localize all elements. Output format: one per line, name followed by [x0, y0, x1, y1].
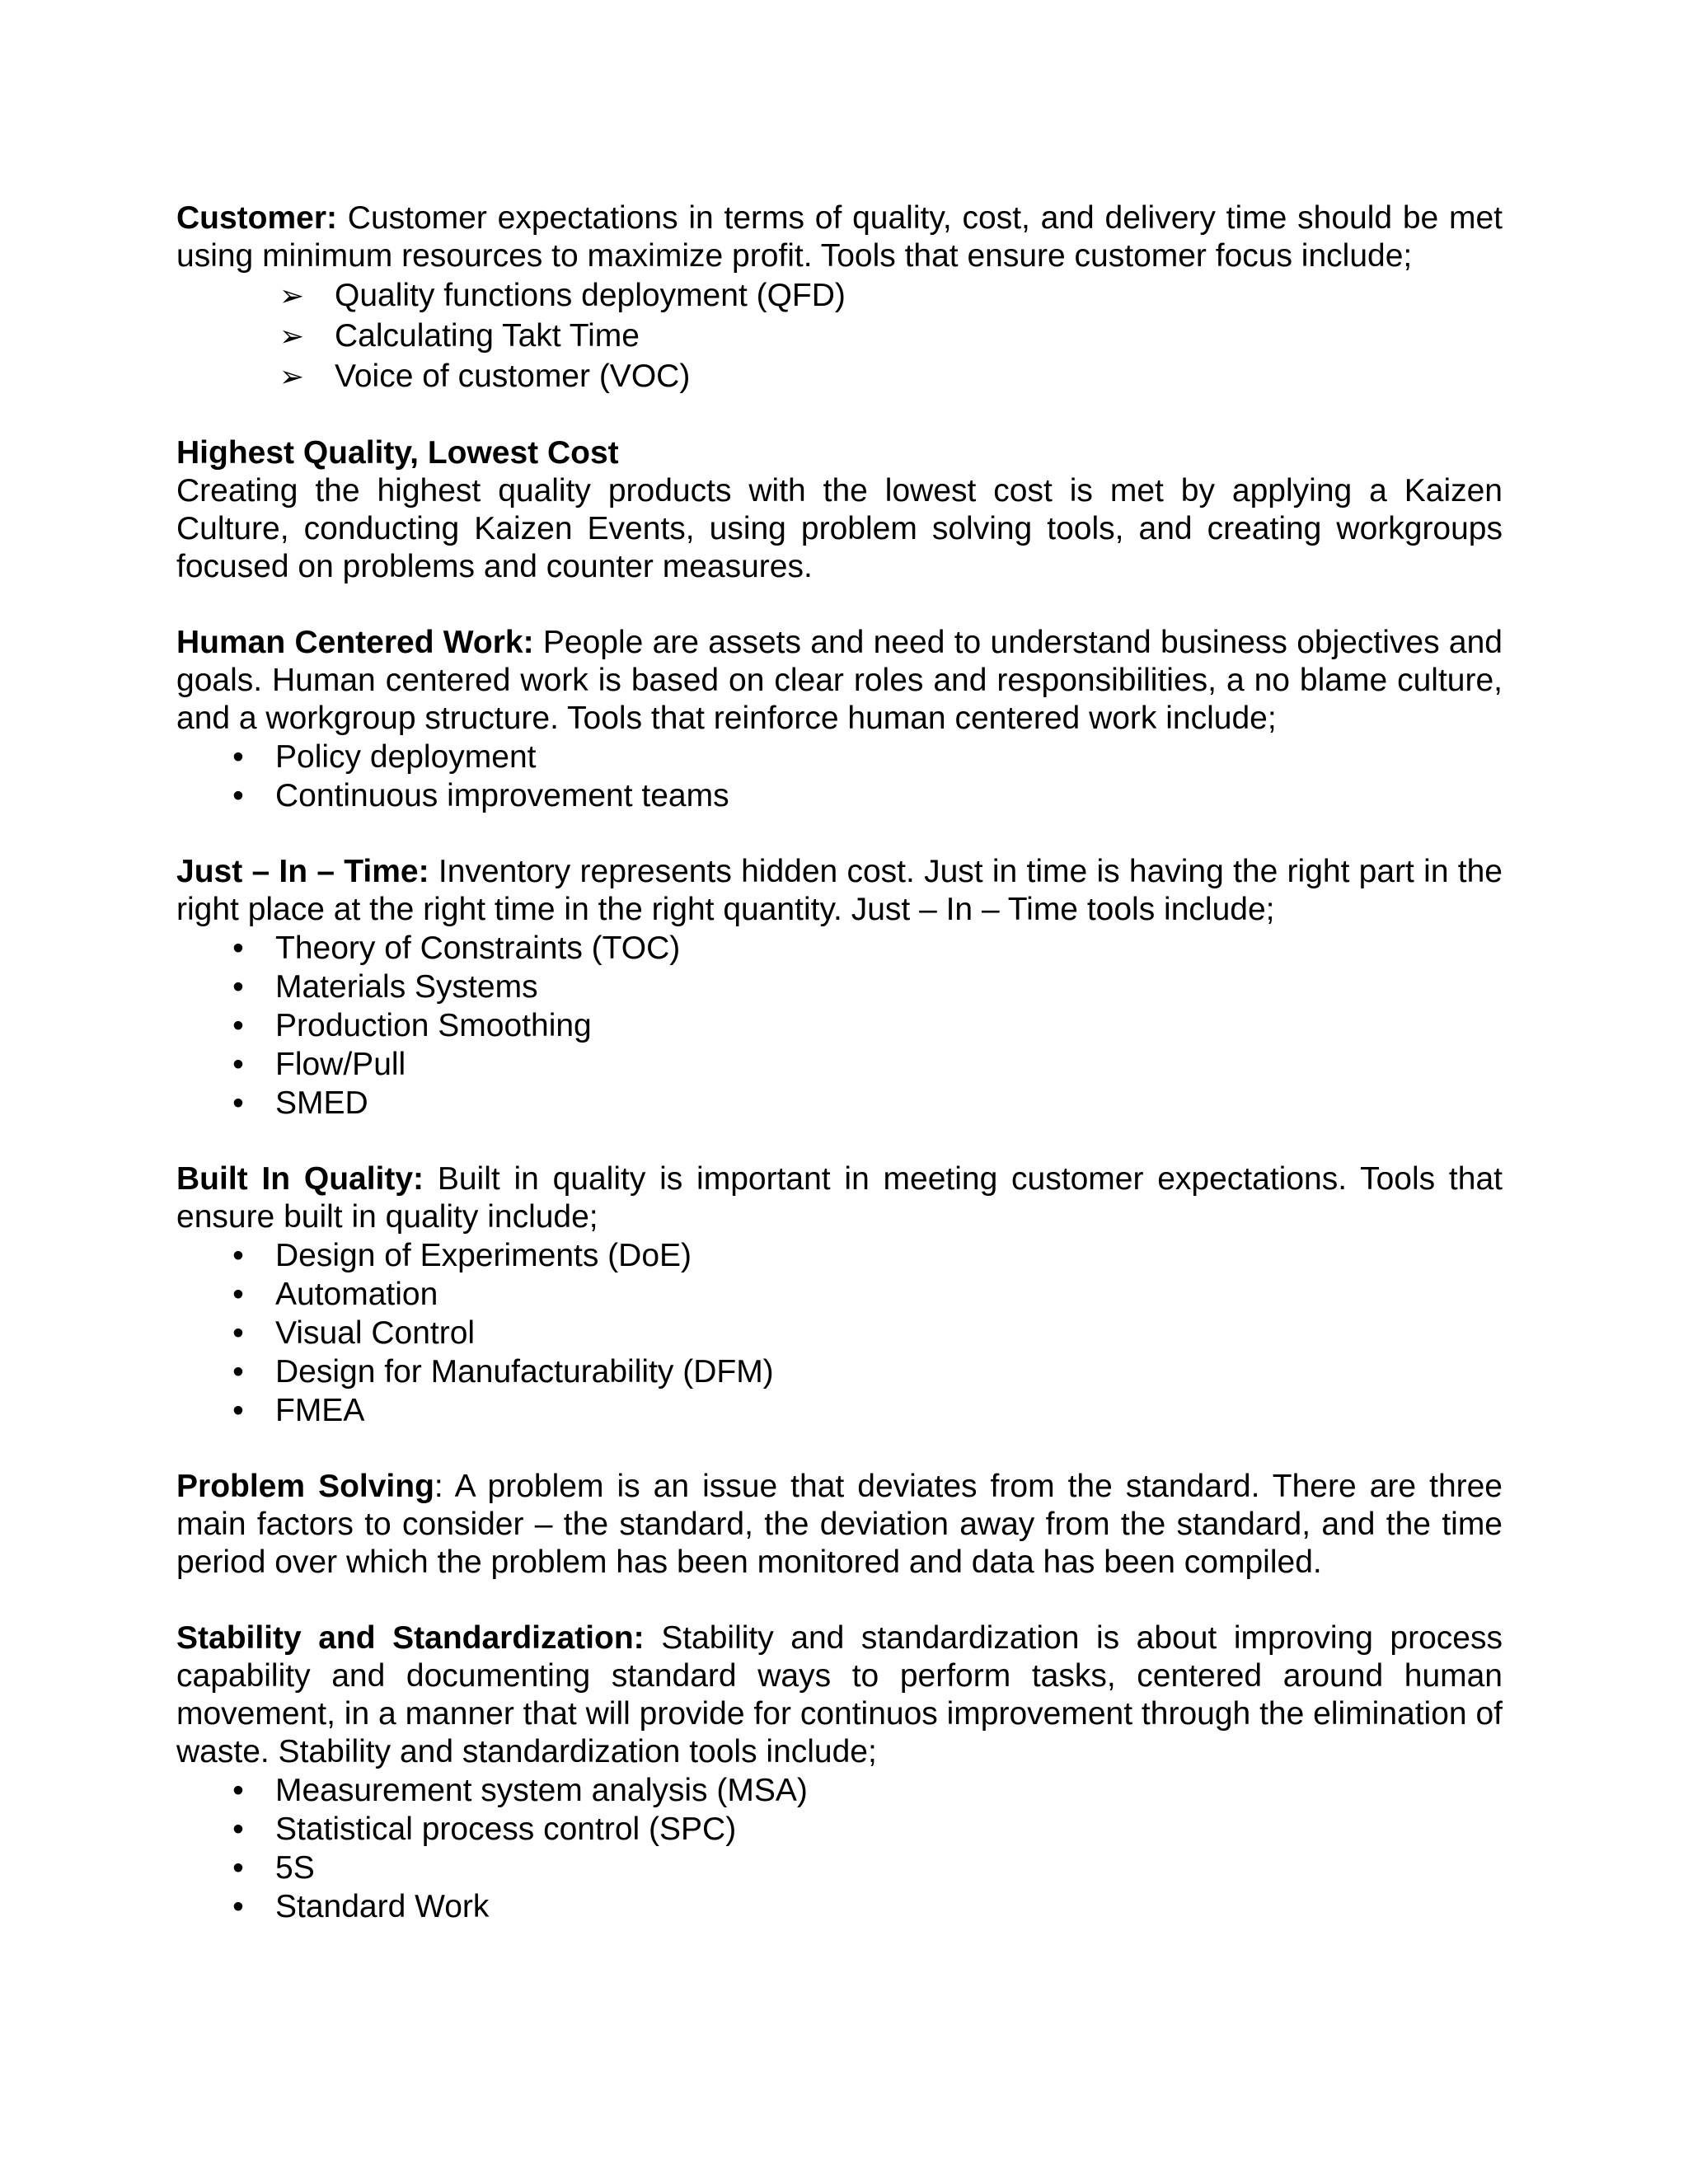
list-item — [176, 356, 1503, 396]
paragraph — [176, 199, 1503, 275]
bullet-icon: • — [232, 1393, 244, 1428]
section-heading: Customer: — [176, 200, 338, 236]
list-item-text: Automation — [275, 1277, 438, 1312]
list-item-text: Voice of customer (VOC) — [335, 359, 691, 394]
section-heading: Built In Quality: — [176, 1161, 424, 1197]
section-text: : A problem is an issue that deviates from the standard. There are three main factors to consider – the standard, the deviation away from the standard, and the time period over which the problem has been monitored and data has been compiled. — [176, 1469, 1503, 1580]
list-item — [176, 929, 1503, 968]
list-item — [176, 1275, 1503, 1314]
bullet-list — [176, 929, 1503, 1122]
section-human-centered-work — [176, 624, 1503, 815]
section-heading: Human Centered Work: — [176, 625, 534, 660]
list-item-text: Design of Experiments (DoE) — [275, 1238, 692, 1273]
document-body — [176, 199, 1503, 1964]
bullet-icon: • — [232, 1047, 244, 1082]
section-heading: Problem Solving — [176, 1469, 434, 1504]
list-item — [176, 316, 1503, 356]
bullet-icon: • — [232, 1008, 244, 1043]
arrow-bullet-icon: ➢ — [279, 319, 305, 353]
list-item-text: Statistical process control (SPC) — [275, 1811, 737, 1847]
paragraph — [176, 1468, 1503, 1582]
bullet-icon: • — [232, 1238, 244, 1273]
section-text: Customer expectations in terms of quality, cost, and delivery time should be met using minimum resources to maximize profit. Tools that ensure customer focus include; — [176, 200, 1503, 274]
list-item — [176, 1236, 1503, 1275]
bullet-list — [176, 1236, 1503, 1430]
bullet-icon: • — [232, 739, 244, 775]
bullet-icon: • — [232, 1811, 244, 1847]
bullet-list — [176, 1771, 1503, 1926]
list-item — [176, 1352, 1503, 1391]
list-item — [176, 968, 1503, 1006]
section-built-in-quality — [176, 1160, 1503, 1430]
list-item — [176, 1045, 1503, 1084]
section-text: Built in quality is important in meeting customer expectations. Tools that ensure built in quality include; — [176, 1161, 1503, 1235]
list-item-text: Policy deployment — [275, 739, 537, 775]
paragraph — [176, 1619, 1503, 1771]
list-item — [176, 1006, 1503, 1045]
list-item — [176, 1391, 1503, 1430]
list-item-text: Visual Control — [275, 1315, 476, 1351]
section-problem-solving — [176, 1468, 1503, 1582]
list-item — [176, 1314, 1503, 1352]
list-item-text: SMED — [275, 1085, 368, 1121]
bullet-list — [176, 738, 1503, 815]
list-item — [176, 1810, 1503, 1849]
section-heading: Stability and Standardization: — [176, 1620, 645, 1656]
bullet-icon: • — [232, 1850, 244, 1886]
list-item-text: 5S — [275, 1850, 315, 1886]
section-heading: Highest Quality, Lowest Cost — [176, 435, 619, 471]
list-item-text: Production Smoothing — [275, 1008, 592, 1043]
list-item-text: Measurement system analysis (MSA) — [275, 1773, 808, 1808]
paragraph — [176, 853, 1503, 929]
list-item-text: Flow/Pull — [275, 1047, 406, 1082]
section-customer — [176, 199, 1503, 396]
list-item-text: Quality functions deployment (QFD) — [335, 278, 846, 313]
bullet-icon: • — [232, 930, 244, 966]
section-text: Inventory represents hidden cost. Just in time is having the right part in the right place at the right time in the right quantity. Just – In – Time tools include; — [176, 854, 1503, 927]
bullet-icon: • — [232, 1085, 244, 1121]
list-item — [176, 1771, 1503, 1810]
section-text: Creating the highest quality products with the lowest cost is met by applying a Kaizen Culture, conducting Kaizen Events, using problem solving tools, and creating workgroups focused on problems and counter measures. — [176, 473, 1503, 584]
arrow-list — [176, 275, 1503, 396]
list-item — [176, 1084, 1503, 1122]
bullet-icon: • — [232, 1773, 244, 1808]
list-item — [176, 776, 1503, 815]
list-item — [176, 738, 1503, 776]
list-item-text: Materials Systems — [275, 969, 538, 1005]
bullet-icon: • — [232, 1354, 244, 1390]
bullet-icon: • — [232, 1277, 244, 1312]
section-text: Stability and standardization is about improving process capability and documenting standard ways to perform tasks, centered around human movement, in a manner that will provide for continuos improvement through the elimination of waste. Stability and standardization tools include; — [176, 1620, 1503, 1769]
list-item-text: Calculating Takt Time — [335, 318, 640, 354]
section-heading: Just – In – Time: — [176, 854, 429, 889]
section-stability-standardization — [176, 1619, 1503, 1926]
arrow-bullet-icon: ➢ — [279, 279, 305, 312]
bullet-icon: • — [232, 1889, 244, 1924]
bullet-icon: • — [232, 1315, 244, 1351]
list-item-text: Design for Manufacturability (DFM) — [275, 1354, 774, 1390]
paragraph — [176, 624, 1503, 738]
bullet-icon: • — [232, 969, 244, 1005]
list-item — [176, 275, 1503, 316]
list-item-text: Theory of Constraints (TOC) — [275, 930, 681, 966]
section-quality-cost — [176, 434, 1503, 586]
list-item — [176, 1887, 1503, 1926]
section-just-in-time — [176, 853, 1503, 1122]
section-text: People are assets and need to understand business objectives and goals. Human centered work is based on clear roles and responsibilities, a no blame culture, and a workgroup structure. Tools that reinforce human centered work include; — [176, 625, 1503, 736]
paragraph — [176, 1160, 1503, 1236]
list-item-text: Standard Work — [275, 1889, 490, 1924]
list-item-text: Continuous improvement teams — [275, 778, 729, 813]
bullet-icon: • — [232, 778, 244, 813]
list-item — [176, 1849, 1503, 1887]
list-item-text: FMEA — [275, 1393, 365, 1428]
arrow-bullet-icon: ➢ — [279, 359, 305, 393]
